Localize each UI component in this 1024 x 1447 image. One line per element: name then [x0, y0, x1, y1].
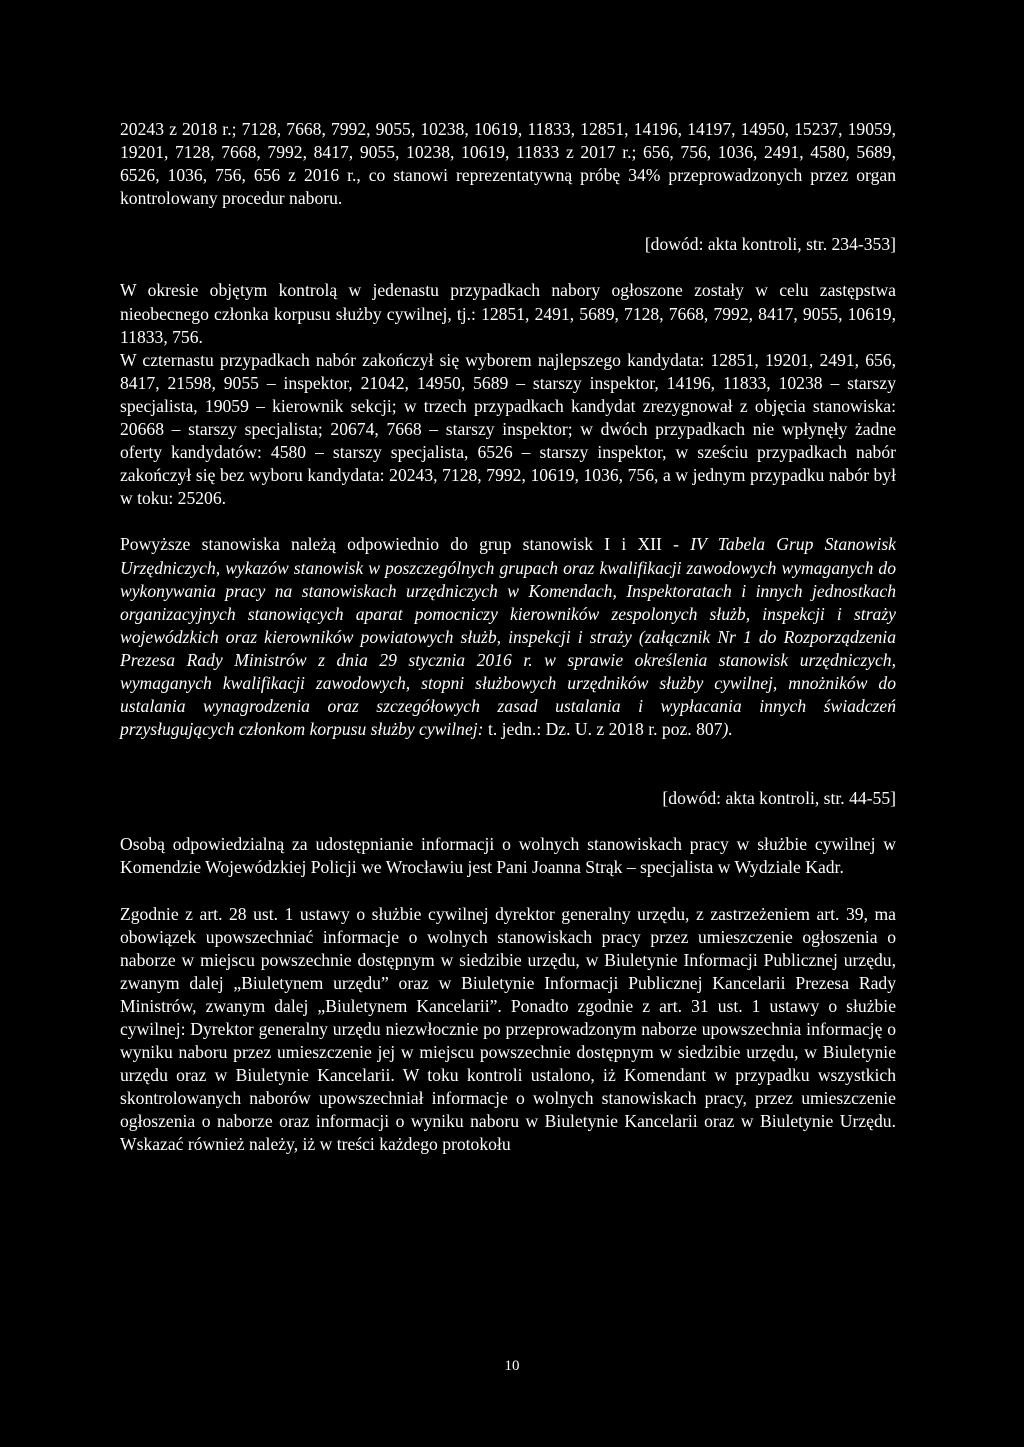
paragraph-recruitment-outcomes: W czternastu przypadkach nabór zakończył się wyborem najlepszego kandydata: 12851, 19201, 2491, 656, 8417, 21598, 9055 – inspektor, 21042, 14950, 5689 – starszy inspektor, 14196, 11833, 10238 – starszy specjalista, 19059 – kierownik sekcji; w trzech przypadkach kandydat zrezygnował z objęcia stanowiska: 20668 – starszy specjalista; 20674, 7668 – starszy inspektor; w dwóch przypadkach nie wpłynęły żadne oferty kandydatów: 4580 – starszy specjalista, 6526 – starszy inspektor, w sześciu przypadkach nabór zakończył się bez wyboru kandydata: 20243, 7128, 7992, 10619, 1036, 756, a w jednym przypadku nabór był w toku: 25206. — [120, 349, 896, 509]
paragraph-position-groups — [120, 533, 896, 741]
journal-reference: t. jedn.: Dz. U. z 2018 r. poz. 807 — [483, 719, 723, 740]
paragraph-responsible-person: Osobą odpowiedzialną za udostępnianie informacji o wolnych stanowiskach pracy w służbie cywilnej w Komendzie Wojewódzkiej Policji we Wrocławiu jest Pani Joanna Strąk – specjalista w Wydziale Kadr. — [120, 834, 896, 878]
paragraph-sample-list: 20243 z 2018 r.; 7128, 7668, 7992, 9055, 10238, 10619, 11833, 12851, 14196, 14197, 14950, 15237, 19059, 19201, 7128, 7668, 7992, 8417, 9055, 10238, 10619, 11833 z 2017 r.; 656, 756, 1036, 2491, 4580, 5689, 6526, 1036, 756, 656 z 2016 r., co stanowi reprezentatywną próbę 34% przeprowadzonych przez organ kontrolowany procedur naboru. — [120, 119, 896, 209]
paragraph-substitution-cases: W okresie objętym kontrolą w jedenastu przypadkach nabory ogłoszone zostały w celu zastępstwa nieobecnego członka korpusu służby cywilnej, tj.: 12851, 2491, 5689, 7128, 7668, 7992, 8417, 9055, 10619, 11833, 756. — [120, 280, 896, 347]
position-groups-lead: Powyższe stanowiska należą odpowiednio do grup stanowisk I i XII - — [120, 534, 691, 555]
evidence-citation: [dowód: akta kontroli, str. 234-353] — [644, 234, 896, 255]
evidence-citation: [dowód: akta kontroli, str. 44-55] — [662, 788, 896, 809]
paragraph-legal-basis: Zgodnie z art. 28 ust. 1 ustawy o służbie cywilnej dyrektor generalny urzędu, z zastrzeżeniem art. 39, ma obowiązek upowszechniać informacje o wolnych stanowiskach pracy przez umieszczenie ogłoszenia o naborze w miejscu powszechnie dostępnym w siedzibie urzędu, w Biuletynie Informacji Publicznej urzędu, zwanym dalej „Biuletynem urzędu” oraz w Biuletynie Informacji Publicznej Kancelarii Prezesa Rady Ministrów, zwanym dalej „Biuletynem Kancelarii”. Ponadto zgodnie z art. 31 ust. 1 ustawy o służbie cywilnej: Dyrektor generalny urzędu niezwłocznie po przeprowadzonym naborze upowszechnia informację o wyniku naboru przez umieszczenie jej w miejscu powszechnie dostępnym w siedzibie urzędu, w Biuletynie urzędu oraz w Biuletynie Kancelarii. W toku kontroli ustalono, iż Komendant w przypadku wszystkich skontrolowanych naborów upowszechniał informacje o wolnych stanowiskach pracy, przez umieszczenie ogłoszenia o naborze oraz informacji o wyniku naboru w Biuletynie Kancelarii oraz w Biuletynie Urzędu. Wskazać również należy, iż w treści każdego protokołu — [120, 903, 896, 1155]
document-page — [120, 118, 896, 1157]
closing-parenthesis: ). — [722, 719, 733, 740]
regulation-reference: IV Tabela Grup Stanowisk Urzędniczych, wykazów stanowisk w poszczególnych grupach oraz kwalifikacji zawodowych wymaganych do wykonywania pracy na stanowiskach urzędniczych w Komendach, Inspektoratach i innych jednostkach organizacyjnych stanowiących aparat pomocniczy kierowników zespolonych służb, inspekcji i straży wojewódzkich oraz kierowników powiatowych służb, inspekcji i straży (załącznik Nr 1 do Rozporządzenia Prezesa Rady Ministrów z dnia 29 stycznia 2016 r. w sprawie określenia stanowisk urzędniczych, wymaganych kwalifikacji zawodowych, stopni służbowych urzędników służby cywilnej, mnożników do ustalania wynagrodzenia oraz szczegółowych zasad ustalania i wypłacania innych świadczeń przysługujących członkom korpusu służby cywilnej: — [120, 534, 896, 740]
page-number: 10 — [504, 1358, 520, 1374]
